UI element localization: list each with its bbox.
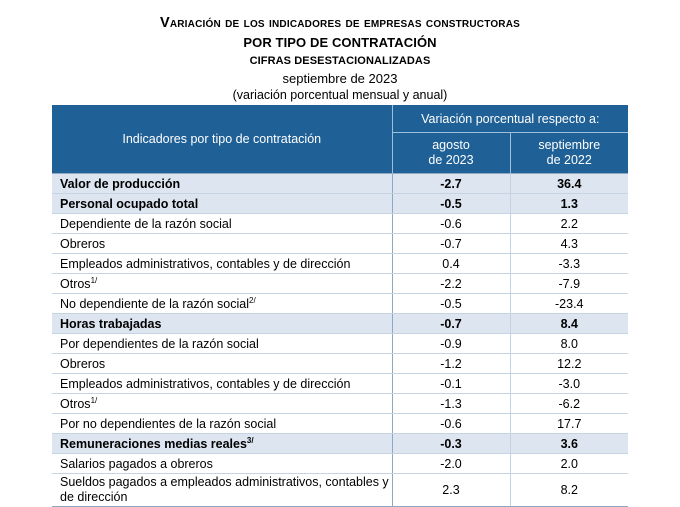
value-annual-variation: 8.4	[510, 314, 628, 334]
row-label: Dependiente de la razón social	[60, 216, 232, 231]
row-label: Remuneraciones medias reales	[60, 436, 247, 451]
value-annual-variation: 1.3	[510, 194, 628, 214]
value-monthly-variation: -0.1	[392, 374, 510, 394]
value-monthly-variation: -0.6	[392, 214, 510, 234]
table-row	[52, 254, 628, 274]
column-header-month-august	[392, 133, 510, 174]
row-label: Personal ocupado total	[60, 196, 199, 211]
row-label-cell	[52, 334, 392, 354]
table-row	[52, 414, 628, 434]
value-annual-variation: 2.2	[510, 214, 628, 234]
value-annual-variation: -3.0	[510, 374, 628, 394]
title-block	[0, 0, 680, 104]
row-label: Por no dependientes de la razón social	[60, 416, 277, 431]
row-label-cell	[52, 434, 392, 454]
row-label-cell	[52, 234, 392, 254]
row-label: Obreros	[60, 236, 106, 251]
column-header-month-september	[510, 133, 628, 174]
table-row	[52, 174, 628, 194]
row-label-cell	[52, 294, 392, 314]
table-row	[52, 474, 628, 507]
column-header-month-september-line2: de 2022	[546, 153, 592, 167]
footnote-marker: 2/	[249, 295, 256, 305]
table-row	[52, 454, 628, 474]
value-monthly-variation: -0.3	[392, 434, 510, 454]
table-body	[52, 174, 628, 507]
value-monthly-variation: -1.2	[392, 354, 510, 374]
column-header-indicator: Indicadores por tipo de contratación	[52, 105, 392, 174]
subtitle-units: (variación porcentual mensual y anual)	[232, 88, 448, 102]
value-annual-variation: 12.2	[510, 354, 628, 374]
table-header	[52, 105, 628, 174]
subtitle-series-type: CIFRAS DESESTACIONALIZADAS	[249, 55, 431, 67]
value-monthly-variation: -1.3	[392, 394, 510, 414]
table-row	[52, 334, 628, 354]
value-monthly-variation: -2.2	[392, 274, 510, 294]
table-row	[52, 214, 628, 234]
row-label: Horas trabajadas	[60, 316, 162, 331]
indicators-table-container	[52, 105, 628, 507]
row-label: Por dependientes de la razón social	[60, 336, 259, 351]
row-label: Otros	[60, 276, 91, 291]
row-label-cell	[52, 214, 392, 234]
table-row	[52, 194, 628, 214]
value-monthly-variation: -2.7	[392, 174, 510, 194]
page-title-line-1: Variación de los indicadores de empresas constructoras	[159, 15, 521, 31]
row-label: Obreros	[60, 356, 106, 371]
table-row	[52, 314, 628, 334]
row-label-cell	[52, 414, 392, 434]
value-monthly-variation: -0.7	[392, 314, 510, 334]
table-row	[52, 374, 628, 394]
value-annual-variation: 4.3	[510, 234, 628, 254]
footnote-marker: 3/	[246, 435, 254, 445]
row-label-cell	[52, 314, 392, 334]
value-monthly-variation: -0.5	[392, 194, 510, 214]
row-label: Otros	[60, 396, 91, 411]
indicators-table	[52, 105, 628, 507]
value-monthly-variation: -0.6	[392, 414, 510, 434]
value-monthly-variation: -0.7	[392, 234, 510, 254]
row-label: Empleados administrativos, contables y de dirección	[60, 256, 351, 271]
column-header-month-august-line2: de 2023	[428, 153, 474, 167]
value-annual-variation: -6.2	[510, 394, 628, 414]
value-annual-variation: 8.2	[510, 474, 628, 507]
value-annual-variation: 8.0	[510, 334, 628, 354]
value-annual-variation: 36.4	[510, 174, 628, 194]
row-label: Sueldos pagados a empleados administrativos, contables y de dirección	[60, 475, 389, 504]
table-row	[52, 234, 628, 254]
subtitle-period: septiembre de 2023	[282, 71, 398, 86]
row-label: Salarios pagados a obreros	[60, 456, 213, 471]
row-label-cell	[52, 274, 392, 294]
value-monthly-variation: -0.9	[392, 334, 510, 354]
value-monthly-variation: 0.4	[392, 254, 510, 274]
value-monthly-variation: -2.0	[392, 454, 510, 474]
value-annual-variation: 2.0	[510, 454, 628, 474]
value-monthly-variation: 2.3	[392, 474, 510, 507]
row-label-cell	[52, 374, 392, 394]
value-monthly-variation: -0.5	[392, 294, 510, 314]
table-row	[52, 434, 628, 454]
footnote-marker: 1/	[90, 395, 98, 405]
table-row	[52, 354, 628, 374]
value-annual-variation: -23.4	[510, 294, 628, 314]
row-label-cell	[52, 394, 392, 414]
row-label-cell	[52, 174, 392, 194]
row-label-cell	[52, 454, 392, 474]
value-annual-variation: -3.3	[510, 254, 628, 274]
table-row	[52, 394, 628, 414]
row-label: Empleados administrativos, contables y de dirección	[60, 376, 351, 391]
row-label-cell	[52, 194, 392, 214]
table-row	[52, 294, 628, 314]
row-label-cell	[52, 354, 392, 374]
footnote-marker: 1/	[90, 275, 98, 285]
page-title-line-2: POR TIPO DE CONTRATACIÓN	[243, 35, 437, 50]
value-annual-variation: -7.9	[510, 274, 628, 294]
column-header-group-variation: Variación porcentual respecto a:	[392, 105, 628, 133]
value-annual-variation: 17.7	[510, 414, 628, 434]
row-label-cell	[52, 474, 392, 507]
row-label: No dependiente de la razón social	[60, 296, 250, 311]
column-header-month-august-line1: agosto	[432, 138, 470, 152]
row-label-cell	[52, 254, 392, 274]
row-label: Valor de producción	[60, 176, 181, 191]
value-annual-variation: 3.6	[510, 434, 628, 454]
table-row	[52, 274, 628, 294]
column-header-month-september-line1: septiembre	[538, 138, 601, 152]
